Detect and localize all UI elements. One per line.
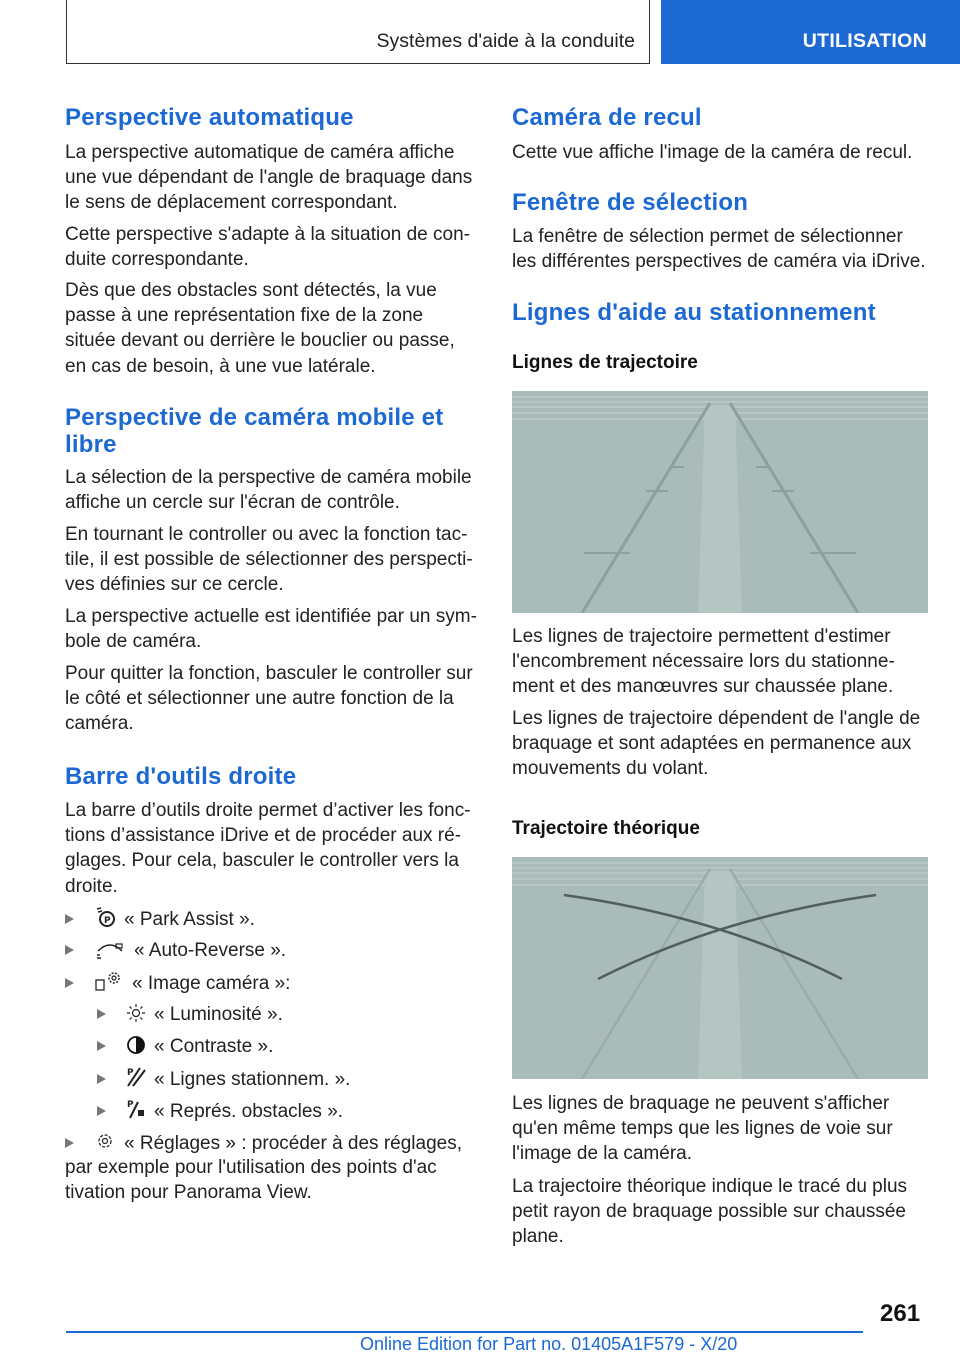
paragraph: Pour quitter la fonction, basculer le controller sur le côté et sélectionner une autre fonction de la caméra. <box>65 663 473 735</box>
subheading-trajectory-lines: Lignes de trajectoire <box>512 352 698 373</box>
header-section <box>66 0 650 64</box>
heading-camera-recul: Caméra de recul <box>512 104 702 131</box>
paragraph: Les lignes de trajectoire permettent d'estimer l'encombrement nécessaire lors du stationnement et des manœuvres sur chaussée plane. <box>512 626 895 698</box>
auto-reverse-icon <box>94 939 126 959</box>
list-item-image-camera: « Image caméra »: <box>65 970 290 996</box>
list-item-contrast: « Contraste ». <box>97 1034 273 1059</box>
paragraph: Les lignes de braquage ne peuvent s'afficher qu'en même temps que les lignes de voie sur l'image de la caméra. <box>512 1093 893 1165</box>
svg-text:P: P <box>127 1068 134 1078</box>
list-item-brightness: « Luminosité ». <box>97 1002 283 1027</box>
bullet-icon <box>65 914 74 924</box>
list-item-park-assist: P « Park Assist ». <box>65 906 255 932</box>
subheading-theoretical-trajectory: Trajectoire théorique <box>512 818 700 839</box>
camera-settings-icon <box>94 970 124 992</box>
gear-icon <box>94 1130 116 1152</box>
paragraph: Dès que des obstacles sont détectés, la vue passe à une représentation fixe de la zone située devant ou derrière le bouclier ou passe, en cas de besoin, à une vue latérale. <box>65 280 455 377</box>
paragraph: La barre d’outils droite permet d’activer les fonctions d’assistance iDrive et de procéder aux réglages. Pour cela, basculer le controller vers la droite. <box>65 800 471 897</box>
obstacles-icon <box>126 1098 146 1120</box>
paragraph: La trajectoire théorique indique le tracé du plus petit rayon de braquage possible sur chaussée plane. <box>512 1176 908 1248</box>
bullet-icon <box>65 1138 74 1148</box>
footer-edition: Online Edition for Part no. 01405A1F579 - X/20 <box>360 1334 738 1354</box>
bullet-icon <box>97 1074 106 1084</box>
svg-text:P: P <box>127 1100 134 1110</box>
chapter-title: UTILISATION <box>802 30 927 52</box>
paragraph: La fenêtre de sélection permet de sélectionner les différentes perspectives de caméra via iDrive. <box>512 226 926 273</box>
bullet-icon <box>65 978 74 988</box>
paragraph: En tournant le controller ou avec la fonction tactile, il est possible de sélectionner des perspectives définies sur ce cercle. <box>65 524 473 596</box>
list-item-settings: « Réglages » : procéder à des réglages, <box>65 1130 462 1156</box>
park-assist-icon <box>94 906 116 928</box>
heading-perspective-mobile: Perspective de caméra mobile et libre <box>65 404 444 458</box>
parking-lines-icon <box>126 1066 146 1088</box>
list-item-settings-cont: tivation pour Panorama View. <box>65 1182 312 1203</box>
heading-parking-lines: Lignes d'aide au stationnement <box>512 299 876 326</box>
paragraph: La perspective automatique de caméra affiche une vue dépendant de l'angle de braquage dans le sens de déplacement correspondant. <box>65 142 473 214</box>
heading-toolbar: Barre d'outils droite <box>65 763 297 790</box>
list-item-settings-cont: par exemple pour l'utilisation des points d'ac <box>65 1157 437 1178</box>
trajectory-lines-image <box>512 391 928 613</box>
bullet-icon <box>97 1009 106 1019</box>
contrast-icon <box>126 1035 146 1055</box>
paragraph: Les lignes de trajectoire dépendent de l'angle de braquage et sont adaptées en permanence aux mouvements du volant. <box>512 708 921 780</box>
brightness-icon <box>126 1003 146 1023</box>
footer-divider <box>66 1331 863 1333</box>
paragraph: Cette perspective s'adapte à la situation de conduite correspondante. <box>65 224 470 271</box>
paragraph: Cette vue affiche l'image de la caméra de recul. <box>512 142 913 163</box>
chapter-tab[interactable] <box>661 0 960 64</box>
heading-selection-window: Fenêtre de sélection <box>512 189 749 216</box>
paragraph: La sélection de la perspective de caméra mobile affiche un cercle sur l'écran de contrôle. <box>65 467 472 514</box>
theoretical-trajectory-image <box>512 857 928 1079</box>
bullet-icon <box>65 945 74 955</box>
list-item-parking-lines: P « Lignes stationnem. ». <box>97 1066 350 1092</box>
bullet-icon <box>97 1106 106 1116</box>
svg-text:P: P <box>104 916 111 926</box>
section-title: Systèmes d'aide à la conduite <box>376 30 635 52</box>
bullet-icon <box>97 1041 106 1051</box>
list-item-obstacles: P « Représ. obstacles ». <box>97 1098 343 1124</box>
paragraph: La perspective actuelle est identifiée par un symbole de caméra. <box>65 606 477 653</box>
list-item-auto-reverse: « Auto-Reverse ». <box>65 938 286 963</box>
page-number: 261 <box>880 1300 921 1327</box>
heading-perspective-auto: Perspective automatique <box>65 104 354 131</box>
